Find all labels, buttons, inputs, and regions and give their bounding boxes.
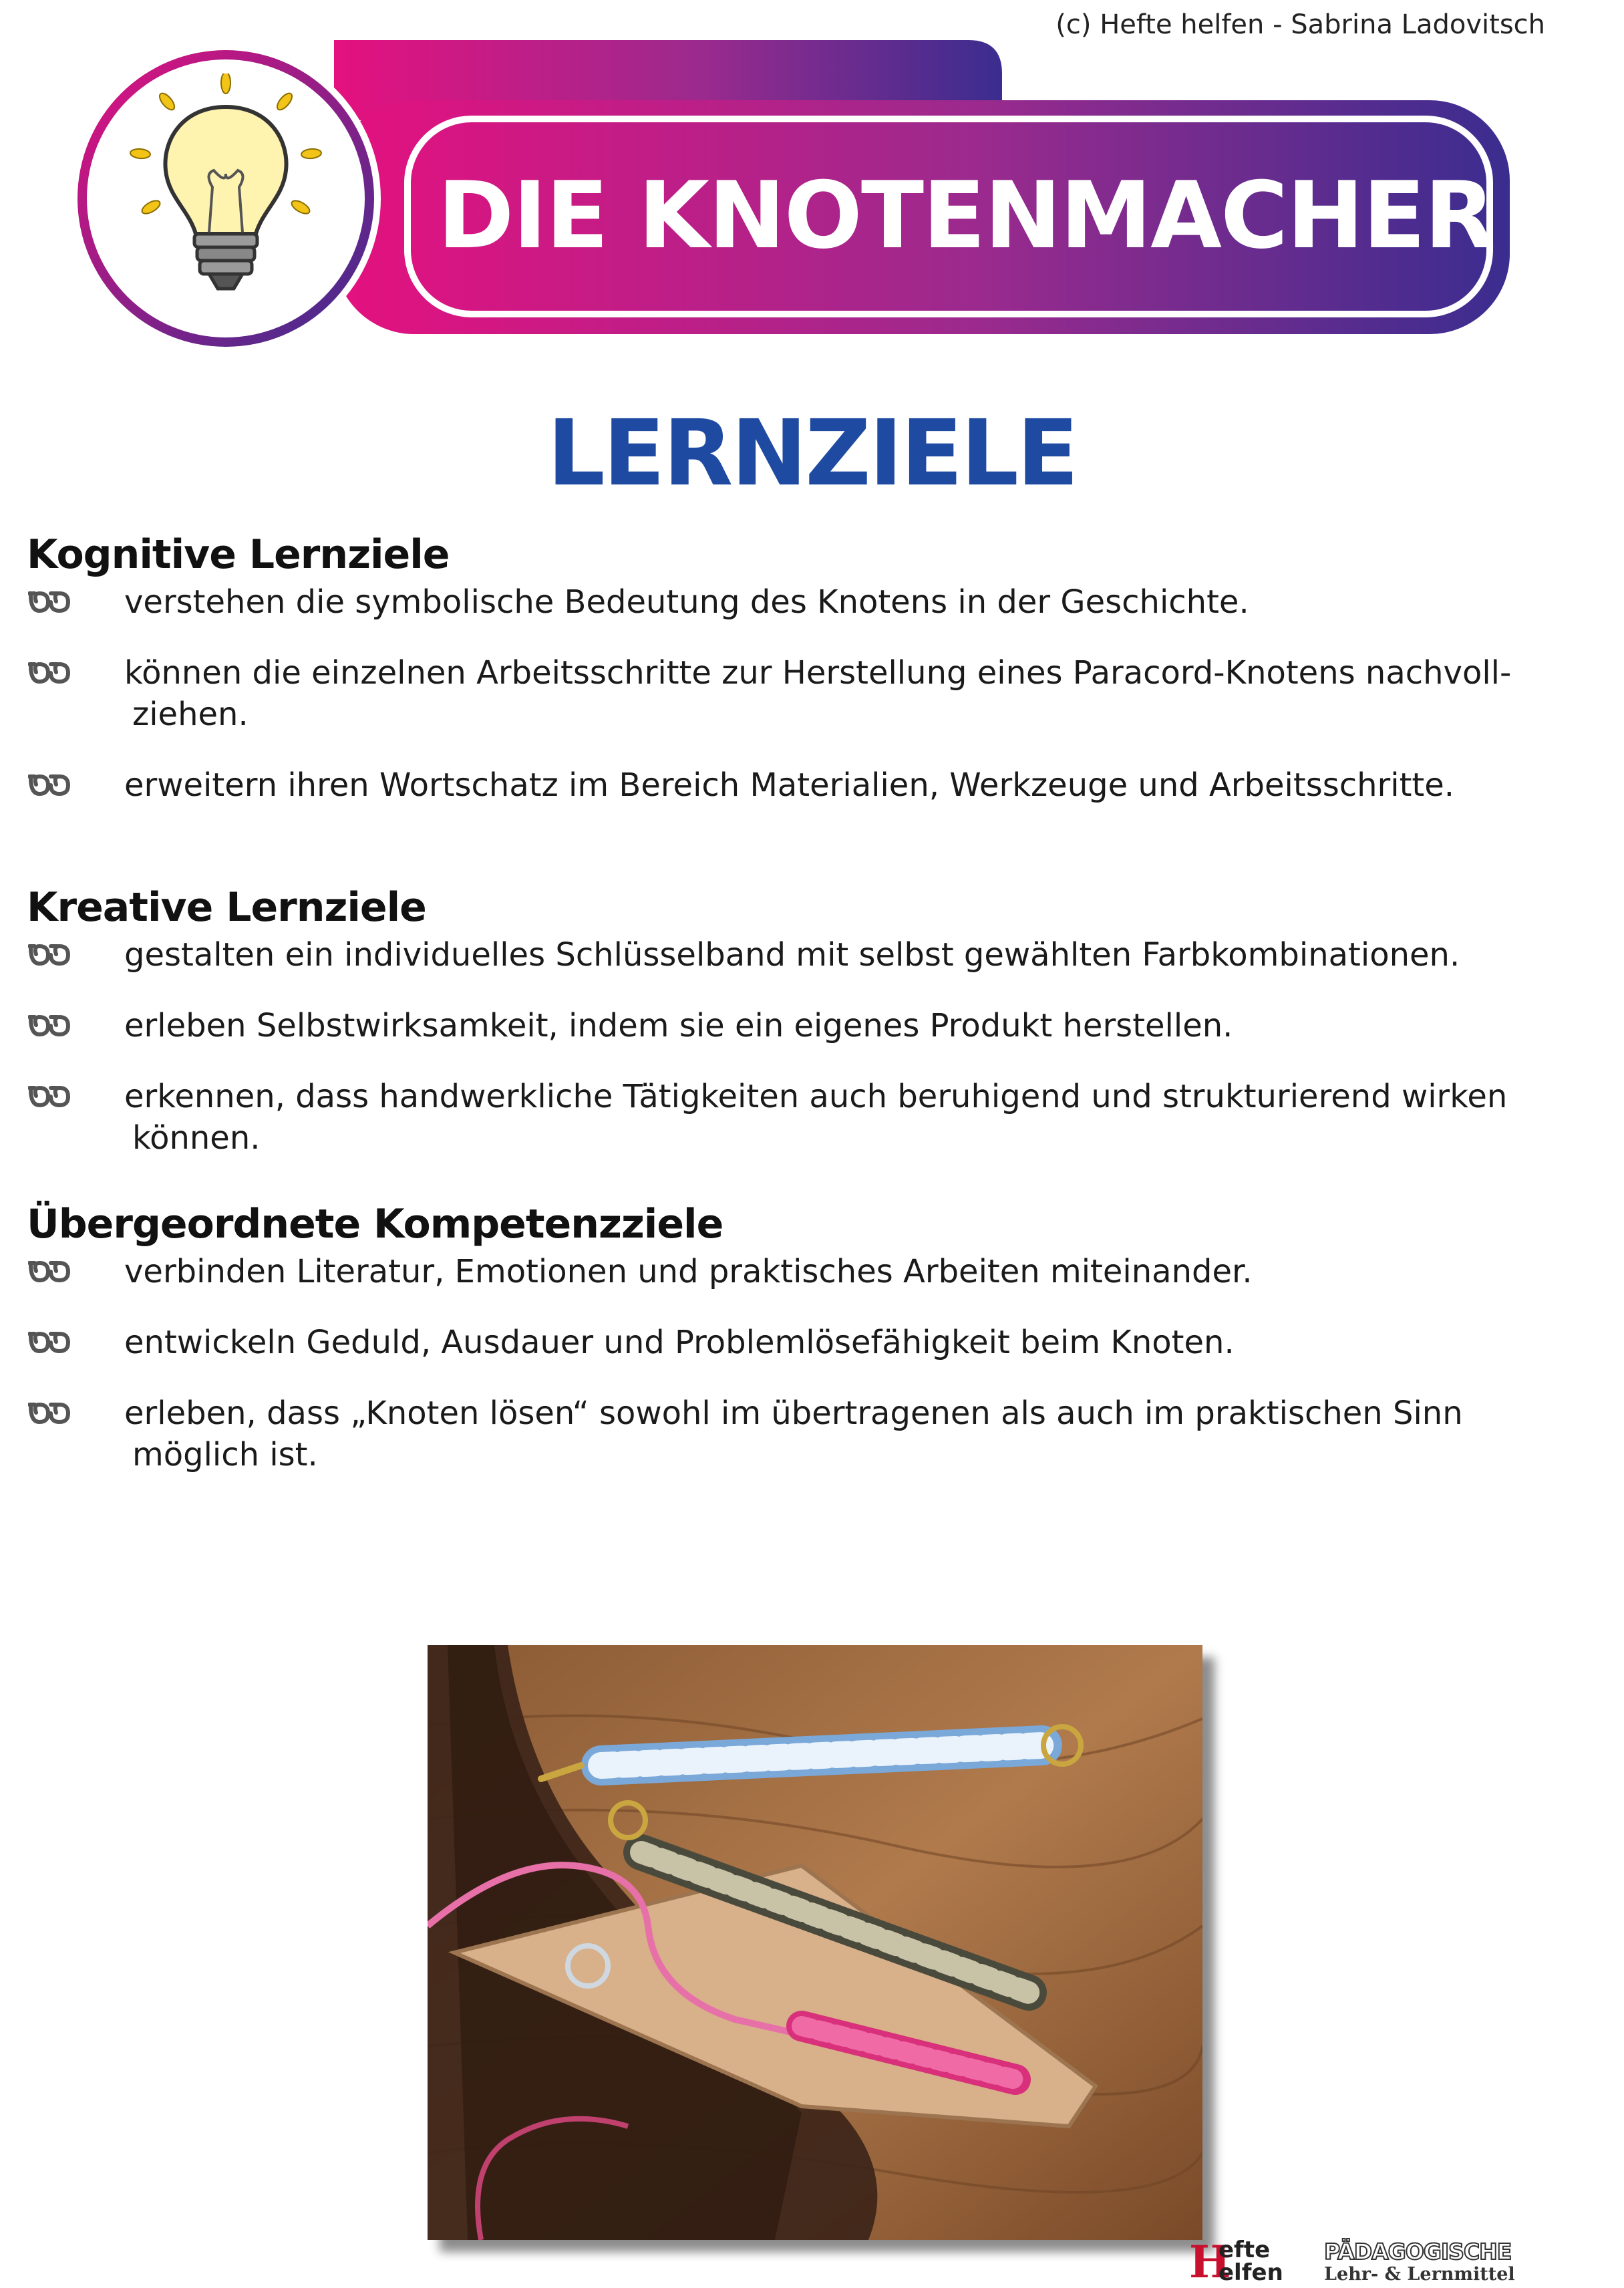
item-text: gestalten ein individuelles Schlüsselband mit selbst gewählten Farbkombinationen.	[124, 936, 1460, 974]
knot-bullet-icon	[28, 1402, 71, 1425]
item-text: verbinden Literatur, Emotionen und praktisches Arbeiten miteinander.	[124, 1253, 1253, 1290]
item-text-continued: können.	[132, 1119, 261, 1157]
keychain-photo-graphic	[428, 1645, 1202, 2240]
knot-bullet-icon	[28, 1085, 71, 1108]
copyright-notice: (c) Hefte helfen - Sabrina Ladovitsch	[1055, 9, 1545, 40]
item-text: können die einzelnen Arbeitsschritte zur Herstellung eines Paracord-Knotens nachvoll-	[124, 654, 1512, 692]
knot-bullet-icon	[28, 591, 71, 613]
list-item	[27, 581, 1550, 623]
knot-bullet-icon	[28, 1014, 71, 1037]
item-text-continued: ziehen.	[132, 696, 249, 733]
section-heading: Kreative Lernziele	[27, 884, 426, 931]
section-uebergeordnete	[27, 1197, 1550, 1505]
page-title: LERNZIELE	[547, 401, 1077, 507]
item-text: entwickeln Geduld, Ausdauer und Problemlösefähigkeit beim Knoten.	[124, 1324, 1235, 1361]
lightbulb-icon	[126, 74, 326, 314]
list-item	[27, 652, 1550, 735]
banner-title: DIE KNOTENMACHER	[438, 162, 1494, 269]
hefte-helfen-logo	[1189, 2237, 1309, 2287]
item-text: erleben, dass „Knoten lösen“ sowohl im übertragenen als auch im praktischen Sinn	[124, 1395, 1463, 1432]
logo-line-2: Lehr- & Lernmittel	[1324, 2264, 1515, 2285]
item-text: erleben Selbstwirksamkeit, indem sie ein eigenes Produkt herstellen.	[124, 1007, 1233, 1044]
item-text: verstehen die symbolische Bedeutung des Knotens in der Geschichte.	[124, 583, 1249, 621]
knot-bullet-icon	[28, 774, 71, 797]
keychain-photo	[428, 1645, 1202, 2240]
section-heading: Übergeordnete Kompetenzziele	[27, 1201, 723, 1248]
section-heading: Kognitive Lernziele	[27, 531, 450, 578]
section-kreative	[27, 881, 1550, 1188]
list-item	[27, 1393, 1550, 1475]
item-text: erweitern ihren Wortschatz im Bereich Materialien, Werkzeuge und Arbeitsschritte.	[124, 766, 1455, 804]
knot-bullet-icon	[28, 944, 71, 966]
logo-letter-h: H	[1189, 2236, 1231, 2288]
knot-bullet-icon	[28, 662, 71, 684]
list-item	[27, 1005, 1550, 1046]
list-item	[27, 934, 1550, 976]
list-item	[27, 1251, 1550, 1292]
header-banner	[53, 40, 1510, 361]
list-item	[27, 1322, 1550, 1363]
list-item	[27, 1076, 1550, 1159]
list-item	[27, 764, 1550, 806]
knot-bullet-icon	[28, 1331, 71, 1354]
paedagogische-logo	[1324, 2240, 1551, 2287]
logo-text-elfen: elfen	[1219, 2259, 1283, 2286]
knot-bullet-icon	[28, 1260, 71, 1283]
item-text-continued: möglich ist.	[132, 1436, 318, 1473]
item-text: erkennen, dass handwerkliche Tätigkeiten auch beruhigend und strukturierend wirken	[124, 1078, 1508, 1115]
logo-text-efte: efte	[1219, 2237, 1271, 2263]
logo-line-1: PÄDAGOGISCHE	[1324, 2239, 1512, 2265]
section-kognitive	[27, 528, 1550, 835]
